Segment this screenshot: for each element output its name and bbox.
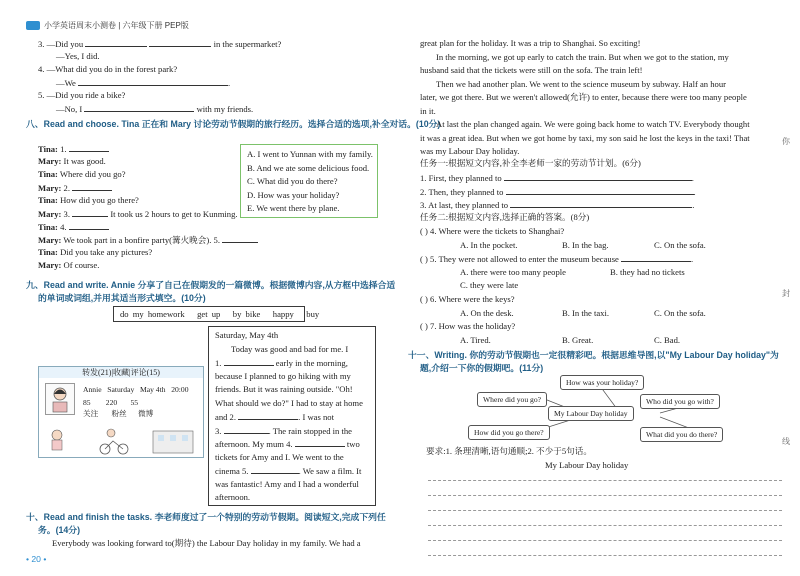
section8-title: 八、Read and choose. Tina 正在和 Mary 讨论劳动节假期的旅行经历。选择合适的选项,补全对话。(10分): [26, 119, 441, 129]
writing-title: My Labour Day holiday: [545, 460, 629, 470]
writing-line: [428, 555, 782, 556]
mind-map-node: What did you do there?: [640, 427, 723, 442]
diary-line: 3. . The rain stopped in the: [215, 426, 352, 436]
task2-question: ( ) 6. Where were the keys?: [420, 294, 515, 304]
task2-option: A. Tired.: [460, 335, 491, 345]
task2-option: B. In the bag.: [562, 240, 609, 250]
header-title: 小学英语周末小测卷 | 六年级下册 PEP版: [44, 21, 189, 30]
section9-title-cont: 的单词或词组,并用其适当形式填空。(10分): [38, 293, 206, 303]
q4-line2: —We .: [56, 78, 231, 88]
section9-title: 九、Read and write. Annie 分享了自己在假期发的一篇微博。根据微博内容,从方框中选择合适: [26, 280, 396, 290]
diary-line: and 2. . I was not: [215, 412, 334, 422]
weibo-follow-count: 85: [83, 398, 91, 407]
writing-line: [428, 510, 782, 511]
mind-map-node: Who did you go with?: [640, 394, 720, 409]
task2-question: ( ) 7. How was the holiday?: [420, 321, 516, 331]
task2-option: B. In the taxi.: [562, 308, 610, 318]
dialogue-line: Mary: 2.: [38, 182, 258, 195]
passage-line: great plan for the holiday. It was a trip to Shanghai. So exciting!: [420, 38, 641, 48]
weibo-fans-label: 粉丝: [111, 409, 127, 418]
section11-title-cont: 题,介绍一下你的假期吧。(11分): [420, 363, 544, 373]
weibo-card: [38, 366, 204, 458]
diary-line: What should we do?" I had to stay at home: [215, 398, 363, 408]
q3-line1: 3. —Did you in the supermarket?: [38, 39, 282, 49]
diary-line: afternoon. My mum 4. two: [215, 439, 360, 449]
dialogue-line: Tina: Did you take any pictures?: [38, 247, 153, 257]
diary-line: was fantastic! Amy and I had a wonderful: [215, 479, 359, 489]
task2-option: A. In the pocket.: [460, 240, 518, 250]
task2-option: C. Bad.: [654, 335, 681, 345]
word-bank-item: get up: [197, 309, 221, 319]
diary-box: [208, 326, 376, 506]
option: C. What did you do there?: [247, 176, 338, 186]
passage-line: it was a great idea. But when we got home by taxi, my son said he lost the keys in the taxi! That: [420, 132, 750, 143]
mind-map-node: Where did you go?: [477, 392, 547, 407]
avatar: [45, 383, 75, 415]
weibo-date: May 4th: [139, 385, 166, 394]
passage-line: was my Labour Day holiday.: [420, 146, 520, 156]
header-edition: PEP版: [164, 21, 189, 30]
diary-date: Saturday, May 4th: [215, 330, 279, 340]
task1-title: 任务一:根据短文内容,补全李老师一家的劳动节计划。(6分): [420, 158, 641, 168]
q3-line2: —Yes, I did.: [56, 51, 100, 61]
weibo-follow-label: 关注: [83, 409, 99, 418]
weibo-day: Saturday: [107, 385, 135, 394]
page-number: • 20 •: [26, 554, 47, 564]
option: E. We went there by plane.: [247, 203, 340, 213]
passage-line: Then we had another plan. We went to the science museum by subway. Half an hour: [436, 78, 726, 89]
passage-line: in it.: [420, 105, 436, 116]
word-bank-item: by bike: [232, 309, 261, 319]
diary-line: friends. But it was raining outside. "Oh!: [215, 384, 353, 394]
diary-line: because I planned to go hiking with my: [215, 371, 351, 381]
dialogue-line: Tina: How did you go there?: [38, 195, 139, 205]
margin-mark: 线: [782, 437, 790, 446]
weibo-top: 转发(21)|收藏|评论(15): [39, 367, 203, 378]
passage-line: husband said that the tickets were still on the sofa. The train left!: [420, 65, 643, 75]
margin-mark: 封: [782, 289, 790, 298]
option: B. And we ate some delicious food.: [247, 163, 370, 173]
writing-line: [428, 480, 782, 481]
weibo-posts-label: 微博: [138, 409, 154, 418]
task1-item: 3. At last, they planned to .: [420, 200, 695, 210]
passage: [420, 38, 750, 160]
q5-line1: 5. —Did you ride a bike?: [38, 90, 126, 100]
margin-mark: 你: [782, 137, 790, 146]
header-logo: [26, 21, 40, 30]
q5-line2: —No, I with my friends.: [56, 104, 254, 114]
dialogue-line: Mary: 3. It took us 2 hours to get to Kunming.: [38, 209, 238, 219]
word-bank-item: buy: [306, 309, 320, 319]
section10-title-cont: 务。(14分): [38, 525, 81, 535]
task2-option: A. On the desk.: [460, 308, 514, 318]
word-bank-item: happy: [272, 309, 294, 319]
header-series: 小学英语周末小测卷: [44, 21, 116, 30]
weibo-name: Annie: [83, 385, 102, 394]
task2-question: ( ) 5. They were not allowed to enter the museum because .: [420, 254, 694, 264]
mind-map-node: How was your holiday?: [560, 375, 644, 390]
dialogue-line: Tina: Where did you go?: [38, 169, 126, 179]
writing-line: [428, 495, 782, 496]
dialogue-line: Mary: Of course.: [38, 260, 100, 270]
task2-option: C. On the sofa.: [654, 308, 706, 318]
passage-line: In the morning, we got up early to catch the train. But when we got to the station, my: [436, 51, 729, 62]
task2-option: B. Great.: [562, 335, 594, 345]
task2-option: C. On the sofa.: [654, 240, 706, 250]
option: D. How was your holiday?: [247, 190, 340, 200]
diary-line: cinema 5. . We saw a film. It: [215, 466, 362, 476]
section11-title: 十一、Writing. 你的劳动节假期也一定很精彩吧。根据思维导图,以"My Labour Day holiday"为: [408, 350, 779, 360]
diary-line: tickets for Amy and I. We went to the: [215, 452, 344, 462]
diary-line: 1. early in the morning,: [215, 358, 348, 368]
dialogue-line: Tina: 1.: [38, 143, 258, 156]
weibo-time: 20:00: [171, 385, 189, 394]
writing-line: [428, 540, 782, 541]
weibo-illustration: [43, 425, 199, 455]
mind-map-center: My Labour Day holiday: [548, 406, 634, 421]
task2-option: B. they had no tickets: [610, 267, 685, 277]
option: A. I went to Yunnan with my family.: [247, 149, 373, 159]
task2-question: ( ) 4. Where were the tickets to Shanghai?: [420, 226, 565, 236]
writing-requirements: 要求:1. 条理清晰,语句通顺;2. 不少于5句话。: [426, 446, 592, 456]
diary-line: Today was good and bad for me. I: [231, 344, 349, 354]
q4-line1: 4. —What did you do in the forest park?: [38, 64, 178, 74]
task2-option: C. they were late: [460, 280, 519, 290]
weibo-posts-count: 55: [130, 398, 139, 407]
word-bank: [113, 306, 320, 322]
task1-item: 1. First, they planned to .: [420, 173, 694, 183]
dialogue-line: Mary: It was good.: [38, 156, 106, 166]
dialogue: [38, 143, 258, 273]
passage-line: later, we got there. But we weren't allowed(允许) to enter, because there were too many people: [420, 92, 747, 102]
header-grade: 六年级下册: [122, 21, 163, 30]
mind-map-node: How did you go there?: [468, 425, 550, 440]
section10-title: 十、Read and finish the tasks. 李老师度过了一个特别的劳动节假期。阅读短文,完成下列任: [26, 512, 386, 522]
options-box: [240, 144, 378, 218]
task1-item: 2. Then, they planned to .: [420, 187, 696, 197]
dialogue-line: Tina: 4.: [38, 221, 258, 234]
task2-option: A. there were too many people: [460, 267, 566, 277]
weibo-fans-count: 220: [105, 398, 118, 407]
word-bank-item: do my homework: [120, 309, 185, 319]
task2-title: 任务二:根据短文内容,选择正确的答案。(8分): [420, 212, 590, 222]
dialogue-line: Mary: We took part in a bonfire party(篝火晚会). 5.: [38, 234, 258, 247]
writing-line: [428, 525, 782, 526]
passage-start: Everybody was looking forward to(期待) the Labour Day holiday in my family. We had a: [52, 538, 361, 548]
passage-line: At last the plan changed again. We were going back home to watch TV. Everybody thought: [436, 119, 750, 129]
diary-line: afternoon.: [215, 492, 251, 502]
